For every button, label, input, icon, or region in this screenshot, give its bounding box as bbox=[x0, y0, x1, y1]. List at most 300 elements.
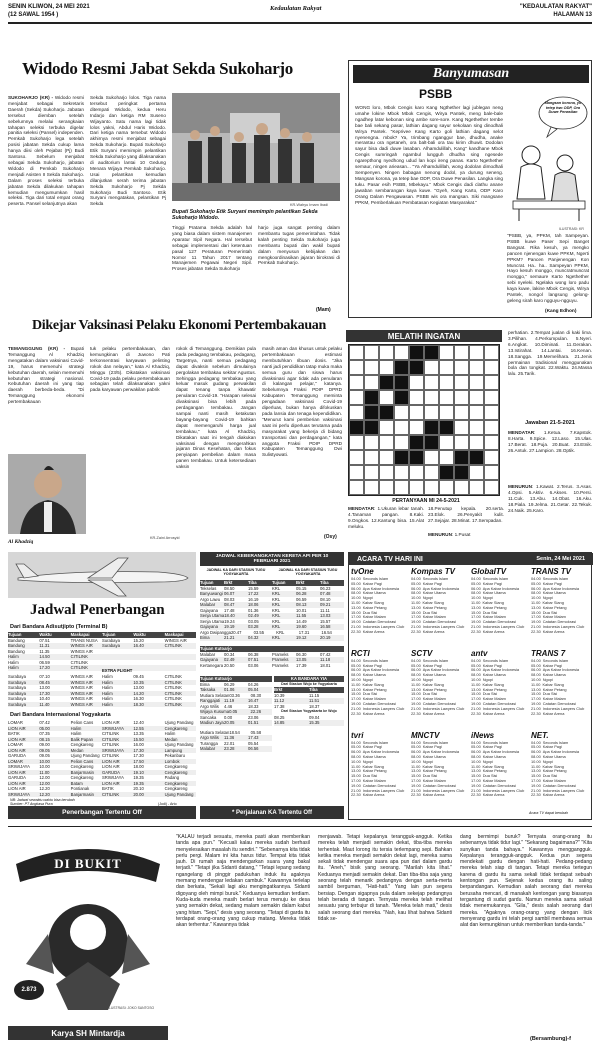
tv-program-time: 17.00 bbox=[351, 614, 361, 620]
tts-cell bbox=[379, 480, 394, 495]
kereta-table-1-cell: 03.28 bbox=[248, 624, 259, 629]
yia-cell: Ujung Pandang bbox=[164, 791, 194, 797]
tv-program-time: 15.00 bbox=[411, 691, 421, 697]
kereta-table-1-cell: 15.59 bbox=[248, 585, 259, 591]
tv-program-time: 08.00 bbox=[531, 590, 541, 596]
tv-program-title: Kabar Arena bbox=[422, 710, 445, 716]
tts-cell bbox=[424, 360, 439, 375]
kereta-table-4-cell: 22.01 bbox=[224, 740, 235, 746]
tv-channel-logo: RCTI bbox=[351, 648, 370, 658]
kereta-table-2-cell: 00.34 bbox=[224, 651, 235, 657]
yia-table bbox=[8, 720, 196, 797]
yia-cell: Batam bbox=[70, 780, 83, 786]
tv-program-time: 11.00 bbox=[471, 681, 481, 687]
tv-program-time: 04.00 bbox=[531, 657, 541, 663]
kereta-table-3-cell: Sancaka bbox=[200, 714, 217, 720]
tv-program-title: Catatan Demokrasi bbox=[362, 619, 397, 625]
yia-title: Dari Bandara Internasional Yogyakarta bbox=[10, 712, 111, 718]
yia-cell: Balik Papan bbox=[70, 736, 94, 742]
tv-program-time: 08.00 bbox=[351, 672, 361, 678]
bandara-table-2-cell: 09.04 bbox=[309, 714, 320, 720]
kereta-table-2-cell: 02.49 bbox=[224, 657, 235, 662]
tv-program-title: Kabar Malam bbox=[362, 778, 386, 784]
yia-cell: LION AIR bbox=[8, 786, 26, 791]
tts-cell bbox=[484, 420, 499, 435]
tts-cell bbox=[484, 465, 499, 480]
bandara-sub2: Dari Stasiun Yogyakarta ke Wojo bbox=[281, 709, 337, 713]
tts-cell bbox=[454, 375, 469, 390]
sekda-col3: Tinggi Pratama Sekda adalah hal yang biasa dalam sistem manajemen Aparatur Sipil Negara. Hal tersebut sebagai implementasi dari ketentuan pasal 127 Peraturan Pemerintah Nomor 11 Tahun 2017 tentang Manajemen Pegawai Negeri Sipil. Proses jabatan Sekda Sukoharjo bbox=[172, 225, 252, 272]
kereta-table-1-header-cell: Tujuan bbox=[272, 580, 286, 585]
tts-cell bbox=[394, 420, 409, 435]
yia-cell: LION AIR bbox=[8, 736, 26, 742]
kereta-table-1-cell: 08.13 bbox=[296, 602, 307, 607]
tv-program-time: 22.30 bbox=[351, 628, 361, 634]
tv-program-title: Kabar Pagi bbox=[362, 662, 382, 668]
kereta-table-1-cell: 16.54 bbox=[321, 629, 332, 635]
tv-program-time: 08.00 bbox=[531, 672, 541, 678]
kereta-table-1-cell: 14.49 bbox=[296, 618, 307, 624]
kereta-table-3-cell: 05.04 bbox=[248, 687, 259, 692]
banyumas-cartoon-credit: ILUSTRASI: KR bbox=[559, 227, 584, 231]
tts-cell bbox=[364, 375, 379, 390]
tts-cell bbox=[379, 360, 394, 375]
kereta-table-1-cell: 21.21 bbox=[224, 635, 235, 640]
tv-program-title: Apa Kabar Indonesia bbox=[482, 667, 520, 673]
tv-program-title: Indonesia Lawyers Club bbox=[422, 623, 465, 629]
tv-program-row bbox=[531, 712, 588, 717]
plane-image bbox=[8, 552, 196, 598]
tts-cell bbox=[409, 435, 424, 450]
tv-program-time: 04.00 bbox=[471, 657, 481, 663]
tv-channel-logo: TRANS TV bbox=[531, 567, 571, 576]
tts-cell bbox=[439, 435, 454, 450]
kereta-table-4-cell: Argo Wilis bbox=[200, 735, 219, 740]
yia-cell: 10.00 bbox=[39, 758, 50, 764]
tts-cell bbox=[349, 390, 364, 405]
tv-program-title: Kabar Malam bbox=[482, 614, 506, 620]
adisutjipto-cell: Halim bbox=[8, 654, 19, 659]
tv-program-row bbox=[471, 712, 528, 717]
kereta-table-1-cell: KRL bbox=[272, 585, 281, 591]
kereta-table-3-cell: 08.30 bbox=[250, 692, 262, 698]
tv-program-title: Kabar Pagi bbox=[362, 580, 382, 586]
extra-flight-cell: Halim bbox=[101, 696, 113, 701]
tv-program-title: Indonesia Lawyers Club bbox=[362, 787, 405, 793]
tv-program-time: 06.00 bbox=[531, 667, 541, 673]
tv-program-title: Indonesia Lawyers Club bbox=[422, 705, 465, 711]
kereta-table-1-cell: 02.49 bbox=[248, 613, 259, 618]
tts-cell bbox=[379, 390, 394, 405]
tv-program-title: Catatan Demokrasi bbox=[422, 782, 457, 788]
tts-cell bbox=[424, 450, 439, 465]
tv-program-title: Seconds Islam bbox=[542, 576, 569, 581]
tv-program-time: 10.00 bbox=[531, 758, 541, 764]
tv-program-time: 21.00 bbox=[471, 623, 481, 629]
plane-icon bbox=[8, 552, 196, 598]
tv-program-title: Kabar Malam bbox=[422, 778, 446, 784]
yia-cell: LION AIR bbox=[101, 758, 120, 764]
tv-program-title: Kabar Malam bbox=[482, 696, 506, 702]
tv-channel-logo: MNCTV bbox=[411, 730, 440, 740]
tv-program-time: 11.00 bbox=[351, 681, 361, 687]
tv-program-time: 22.30 bbox=[471, 792, 481, 798]
tts-cell bbox=[424, 390, 439, 405]
tv-program-time: 11.00 bbox=[411, 763, 421, 769]
tv-program-time: 21.00 bbox=[531, 705, 541, 711]
yia-cell: Cengkareng bbox=[164, 769, 188, 775]
tv-program-time: 22.30 bbox=[411, 792, 421, 798]
tv-program-title: Kabar Petang bbox=[362, 768, 387, 774]
tv-program-time: 17.00 bbox=[411, 696, 421, 702]
extra-flight-cell: Halim bbox=[101, 674, 113, 679]
yia-cell: Lampung bbox=[164, 747, 183, 753]
tv-program-time: 21.00 bbox=[471, 705, 481, 711]
tv-program-time: 06.00 bbox=[411, 667, 421, 673]
tv-program-title: Kabar Siang bbox=[422, 599, 444, 605]
bandara-table-1-header-cell: Tiba bbox=[309, 687, 318, 692]
yia-cell: Lombok bbox=[164, 758, 180, 764]
tts-cell bbox=[424, 435, 439, 450]
tv-program-row bbox=[411, 793, 468, 798]
bandara-table-1-cell: 17.38 bbox=[274, 703, 285, 709]
sekda-title: Widodo Resmi Jabat Sekda Sukoharjo bbox=[22, 59, 293, 78]
tv-channel-logo: TRANS 7 bbox=[531, 648, 566, 658]
tv-program-time: 22.30 bbox=[411, 628, 421, 634]
tts-cell bbox=[484, 345, 499, 360]
tv-program-title: Kabar Malam bbox=[362, 614, 386, 620]
adisutjipto-cell: 15.20 bbox=[133, 637, 144, 643]
tv-program-title: Apa Kabar Indonesia bbox=[422, 585, 460, 591]
penerbangan-source: Sumber: PT Angkasa Pura bbox=[10, 802, 53, 806]
yia-cell: Cengkareng bbox=[70, 775, 94, 780]
tv-program-title: Catatan Demokrasi bbox=[362, 782, 397, 788]
tv-program-time: 15.00 bbox=[471, 691, 481, 697]
tv-program-title: Dua Sisi bbox=[542, 609, 558, 615]
kereta-table-4-cell: 18.54 bbox=[229, 729, 240, 735]
header-rule bbox=[8, 22, 592, 24]
tv-program-title: Catatan Demokrasi bbox=[422, 701, 457, 706]
tv-program-title: Ngopi bbox=[362, 758, 373, 764]
kereta-table-1 bbox=[200, 580, 344, 641]
tv-program-title: Kabar Utama bbox=[542, 590, 566, 596]
tts-cell bbox=[484, 480, 499, 495]
tts-cell bbox=[469, 360, 484, 375]
tv-channel-block bbox=[471, 567, 528, 648]
kereta-table-1-cell: KRL bbox=[272, 624, 281, 629]
extra-flight-cell: Surabaya bbox=[8, 679, 26, 685]
tv-program-title: Catatan Demokrasi bbox=[482, 782, 517, 788]
tv-channel-block bbox=[531, 649, 588, 730]
kereta-table-1-cell: 08.03 bbox=[224, 596, 235, 602]
kereta-banner: JADWAL KEBERANGKATAN KERETA API PER 10 FEBRUARI 2021 bbox=[200, 552, 344, 566]
yia-cell: 19.10 bbox=[133, 769, 144, 775]
adisutjipto-cell: 16.40 bbox=[133, 643, 144, 648]
tts-cell bbox=[364, 465, 379, 480]
tv-program-title: Kabar Utama bbox=[422, 754, 446, 760]
yia-cell: 12.20 bbox=[39, 786, 50, 791]
penerbangan-credit: (Jodi) - Arto bbox=[158, 802, 177, 806]
kereta-table-2-cell: 11.18 bbox=[320, 657, 331, 662]
tv-program-time: 15.00 bbox=[411, 609, 421, 615]
tts-cell bbox=[484, 375, 499, 390]
adisutjipto-cell: CITILINK bbox=[70, 654, 88, 659]
kereta-table-1-header-cell: Tiba bbox=[320, 580, 329, 585]
adisutjipto-cell: 17.20 bbox=[39, 665, 50, 670]
kereta-table-1-cell: 19.19 bbox=[224, 624, 235, 629]
tv-program-title: Ngopi bbox=[422, 595, 433, 601]
tts-cell bbox=[394, 435, 409, 450]
extra-flight-header: EXTRA FLIGHT bbox=[102, 668, 133, 673]
tts-cell bbox=[349, 450, 364, 465]
kereta-table-1-cell: Gajayana bbox=[200, 624, 218, 629]
tts-cell bbox=[469, 345, 484, 360]
kereta-table-2-cell: 17.39 bbox=[296, 662, 307, 668]
yia-cell: SRIWIJAYA bbox=[101, 725, 124, 731]
tv-program-title: Apa Kabar Indonesia bbox=[542, 585, 580, 591]
tts-cell bbox=[454, 480, 469, 495]
extra-flight-cell: Surabaya bbox=[8, 674, 26, 679]
adisutjipto-cell bbox=[133, 665, 164, 671]
tts-mendatar: MENDATAR: 1.Ukuran lebar tanah. 4.Tanaman pangan. 8.Kaki. 9.Ongkos. 12.Kantung bisa. 15.Alat meluku. bbox=[348, 506, 424, 529]
tv-program-time: 22.30 bbox=[471, 628, 481, 634]
tv-program-title: Apa Kabar Indonesia bbox=[362, 585, 400, 591]
tv-program-title: Kabar Malam bbox=[542, 696, 566, 702]
yia-cell: 10.00 bbox=[39, 764, 50, 769]
vaksin-col2: tuk pelaku pertembakauan, dan kemungkinan di Juwono Pati terkonsentrasi karyawan pelinting rokok dan nelayan," kata Al Khadziq, Minggu (23/5). Dikatakan vaksinasi Covid-19 pada pelaku pertembakauan sebagian telah dilaksanakan yakni pada karyawan perwakilan pabrik bbox=[90, 346, 170, 393]
tv-program-time: 15.00 bbox=[351, 609, 361, 615]
tts-cell bbox=[424, 345, 439, 360]
tv-program-time: 15.00 bbox=[531, 691, 541, 697]
tv-program-time: 10.00 bbox=[471, 677, 481, 683]
extra-flight-cell: Halim bbox=[101, 679, 113, 685]
tv-program-time: 15.00 bbox=[471, 609, 481, 615]
kereta-table-1-cell: KRL bbox=[276, 629, 285, 635]
kereta-table-2-cell: Prameks bbox=[272, 657, 289, 662]
yia-cell: 07.42 bbox=[39, 720, 50, 725]
tv-program-title: Kabar Arena bbox=[482, 710, 505, 716]
kereta-bandara bbox=[274, 676, 344, 726]
vaksin-col3: rokok di Temanggung. Demikian pula pada pedagang tembakau, pedagang, Targetnya, nanti semua pedagang dapat divaksin sebelum dimulainya pergolakan tembakau sekitar Agustus. Sehingga pedagang tembakau yang keluar masuk gudang perwakilan dapat tenang tanpa khawatir penularan Covid-19. "Harapan selesai divaksinasi bisa lebih pada perdagangan tembakau. Jangan sampai nanti masih ketakutan bayang-bayang Covid-19 bahkan dapat memengaruhi harga jual tembakau," kata Al Khadziq. Dikatakan saat ini tengah diakukan vaksinasi dengan mengerahkan jajaran Dinas Kesehatan, dan fokus penyiapan pembelian dalam masa panen tembakau. Untuk ketersediaan vaksin bbox=[176, 346, 256, 470]
kereta-table-1-cell: 19.12 bbox=[296, 635, 307, 640]
tv-program-time: 11.00 bbox=[471, 763, 481, 769]
tv-program-time: 11.00 bbox=[531, 763, 541, 769]
cerbung-footer: Karya SH Mintardja bbox=[8, 1026, 168, 1040]
kereta-table-1-cell: KRL bbox=[272, 596, 281, 602]
tv-program-title: Ngopi bbox=[422, 758, 433, 764]
tv-program-title: Kabar Siang bbox=[422, 681, 444, 687]
tv-program-title: Kabar Arena bbox=[362, 628, 385, 634]
tts-cell bbox=[484, 450, 499, 465]
extra-flight-cell: WINGS AIR bbox=[70, 690, 93, 696]
tv-grid bbox=[351, 567, 591, 815]
extra-flight-cell: Halim bbox=[101, 701, 113, 707]
extra-flight-cell: Surabaya bbox=[8, 690, 26, 696]
tts-cell bbox=[439, 360, 454, 375]
tv-program-title: Kabar Siang bbox=[482, 681, 504, 687]
kereta-table-1-cell: KRL bbox=[272, 613, 281, 618]
kereta-table-3-cell: 04.26 bbox=[248, 681, 259, 687]
yia-cell: 08.15 bbox=[39, 736, 50, 742]
tv-channel-block bbox=[351, 731, 408, 812]
kereta-table-1-cell: 03.55 bbox=[253, 629, 265, 635]
kereta-table-1-cell: 07.48 bbox=[320, 591, 331, 596]
penerbangan-title: Jadwal Penerbangan bbox=[30, 602, 165, 618]
cerbung-episode-badge: 2.873 bbox=[14, 980, 44, 1000]
tv-program-time: 05.00 bbox=[351, 580, 361, 586]
tv-program-title: Kabar Malam bbox=[422, 696, 446, 702]
adisutjipto-header-cell: Tujuan bbox=[101, 632, 116, 637]
adisutjipto-header-cell: Maskapai bbox=[164, 632, 184, 637]
extra-flight-cell: 07.10 bbox=[39, 674, 50, 679]
tv-channel-logo: antv bbox=[471, 648, 488, 658]
tv-program-time: 08.00 bbox=[471, 590, 481, 596]
tv-program-title: Kabar Petang bbox=[542, 768, 567, 774]
tv-program-time: 10.00 bbox=[351, 677, 361, 683]
tts-cell bbox=[349, 480, 364, 495]
tv-program-title: Seconds Islam bbox=[542, 739, 569, 745]
tv-program-time: 19.00 bbox=[411, 619, 421, 625]
extra-flight-cell: 09.45 bbox=[133, 674, 144, 679]
tts-cell bbox=[484, 360, 499, 375]
tv-program-title: Indonesia Lawyers Club bbox=[482, 787, 525, 793]
adisutjipto-table bbox=[8, 632, 196, 671]
tv-banner bbox=[349, 553, 593, 565]
vaksin-photo-credit: KR-Zaini Arrosyid bbox=[150, 536, 180, 540]
yia-cell: GARUDA bbox=[101, 769, 120, 775]
tv-program-time: 21.00 bbox=[411, 787, 421, 793]
tv-program-time: 08.00 bbox=[351, 590, 361, 596]
tv-program-time: 15.00 bbox=[411, 773, 421, 779]
yia-cell: CITILINK bbox=[101, 753, 120, 758]
tv-program-title: Kabar Arena bbox=[542, 628, 565, 634]
kereta-table-1-header-cell: Tiba bbox=[248, 580, 257, 585]
banyumas-byline: (Kang Edhon) bbox=[545, 309, 577, 314]
kereta-table-1-cell: 06.59 bbox=[296, 596, 307, 602]
tts-cell bbox=[484, 405, 499, 420]
tts-cell bbox=[349, 360, 364, 375]
tts-cell bbox=[349, 345, 364, 360]
tv-program-time: 13.00 bbox=[531, 686, 541, 692]
tts-cell bbox=[379, 405, 394, 420]
tv-program-title: Indonesia Lawyers Club bbox=[542, 623, 585, 629]
tv-program-time: 13.00 bbox=[351, 768, 361, 774]
tts-mendatar2: 18.Penutup kepala. 20.serta. 23.Elok. 26.Penyakit kulit. 27.Sejajar. 28.Minat. 17.Sempadan. bbox=[428, 506, 504, 523]
tv-channel-block bbox=[411, 649, 468, 730]
header-date-jawa: (12 SAWAL 1954 ) bbox=[8, 12, 59, 18]
tv-program-title: Ngopi bbox=[362, 677, 373, 683]
kereta-table-3-cell: 06.29 bbox=[224, 681, 235, 687]
tts-cell bbox=[439, 465, 454, 480]
header-section: "KEDAULATAN RAKYAT" bbox=[519, 4, 592, 10]
tts-cell bbox=[424, 405, 439, 420]
tts-cell bbox=[394, 360, 409, 375]
yia-cell: LION AIR bbox=[101, 780, 120, 786]
yia-cell: CITILINK bbox=[101, 736, 120, 742]
tv-program-title: Kabar Utama bbox=[422, 590, 446, 596]
tts-jawaban-menurun: MENURUN: 1.Kawat. 2.Terus. 3.Asas. 4.Opsi. 5.Aktiv. 6.Akses. 10.Persi. 11.Cuk. 13.Abu. 14.Obat. 16.Aku. 18.Piala. 19.Jelma. 21.Getar. 22.Tekuk. 24.Naik. 25.Karo. bbox=[508, 484, 592, 513]
tv-program-time: 13.00 bbox=[531, 768, 541, 774]
kereta-table-3-cell: 20.05 bbox=[224, 720, 235, 725]
kereta-table-1-cell: Bima bbox=[200, 635, 210, 640]
kereta-table-2-cell: Malabar bbox=[200, 651, 216, 657]
kereta-table-1-cell: Banyuwangi bbox=[200, 591, 223, 596]
tv-program-title: Dua Sisi bbox=[362, 773, 378, 779]
kereta-table-1-cell: 17.48 bbox=[224, 607, 235, 613]
kereta-tab-1: JADWAL KA DARI STASIUN TUGU YOGYAKARTA bbox=[206, 568, 266, 576]
tv-program-title: Kabar Arena bbox=[542, 792, 565, 798]
yia-cell: LOMAR bbox=[8, 720, 23, 725]
tv-program-title: Seconds Islam bbox=[422, 657, 449, 663]
tv-program-title: Kabar Siang bbox=[362, 599, 384, 605]
bandara-table-2-cell: 08.25 bbox=[274, 714, 285, 720]
kereta-table-2-cell: Prameks bbox=[272, 662, 289, 668]
kereta-footer: * Perjalanan KA Tertentu Off bbox=[200, 806, 344, 819]
tv-program-time: 19.00 bbox=[351, 782, 361, 788]
tv-program-time: 13.00 bbox=[471, 768, 481, 774]
kereta-table-3-row bbox=[200, 720, 272, 726]
tv-program-time: 21.00 bbox=[411, 705, 421, 711]
extra-flight-cell: 14.20 bbox=[133, 690, 144, 696]
tts-cell bbox=[469, 405, 484, 420]
header-paper-logo: Kedaulatan Rakyat bbox=[270, 5, 322, 12]
tv-program-time: 21.00 bbox=[351, 787, 361, 793]
tv-program-time: 15.00 bbox=[531, 773, 541, 779]
kereta-tab-2: JADWAL KA DARI STASIUN TUGU YOGYAKARTA bbox=[278, 568, 338, 576]
sekda-photo-image bbox=[172, 93, 340, 201]
tv-program-time: 22.30 bbox=[471, 710, 481, 716]
tv-program-time: 05.00 bbox=[351, 662, 361, 668]
tv-program-time: 15.00 bbox=[471, 773, 481, 779]
tv-program-time: 04.00 bbox=[411, 739, 421, 745]
tv-program-time: 04.00 bbox=[351, 657, 361, 663]
tv-program-title: Dua Sisi bbox=[482, 773, 498, 779]
cerbung-byline: (Bersambung)-f bbox=[530, 1036, 571, 1042]
tv-program-time: 04.00 bbox=[531, 739, 541, 745]
tv-program-time: 17.00 bbox=[471, 696, 481, 702]
kereta-table-1-cell: 08.10 bbox=[320, 596, 331, 602]
tv-program-title: Indonesia Lawyers Club bbox=[482, 623, 525, 629]
tv-program-time: 13.00 bbox=[531, 604, 541, 610]
tv-program-time: 05.00 bbox=[411, 744, 421, 750]
banyumas-banner bbox=[353, 65, 589, 83]
yia-cell: Ujung Pandang bbox=[70, 753, 100, 758]
tv-program-time: 19.00 bbox=[471, 782, 481, 788]
tv-program-time: 19.00 bbox=[411, 701, 421, 706]
tv-program-title: Kabar Arena bbox=[482, 792, 505, 798]
tts-cell bbox=[409, 450, 424, 465]
tv-program-time: 08.00 bbox=[411, 754, 421, 760]
tv-program-title: Kabar Siang bbox=[542, 763, 564, 769]
tv-program-title: Ngopi bbox=[542, 758, 553, 764]
kereta-table-1-cell: Argo Dwipangga bbox=[200, 629, 231, 635]
tv-program-time: 19.00 bbox=[531, 782, 541, 788]
tts-jawaban-title: Jawaban 21-5-2021 bbox=[525, 420, 575, 426]
kereta-table-4-cell: 23.28 bbox=[224, 746, 235, 751]
yia-cell: Halim bbox=[164, 731, 176, 736]
extra-flight-cell: WINGS AIR bbox=[70, 696, 93, 701]
tv-channel-block bbox=[531, 567, 588, 648]
tv-program-title: Indonesia Lawyers Club bbox=[542, 787, 585, 793]
adisutjipto-cell: Surabaya bbox=[101, 643, 120, 648]
yia-cell: Cengkareng bbox=[164, 725, 188, 731]
kereta-table-2-cell: Kertanegara bbox=[200, 662, 224, 668]
extra-flight-cell: 10.35 bbox=[133, 679, 144, 685]
tv-program-title: Apa Kabar Indonesia bbox=[542, 667, 580, 673]
tts-cell bbox=[439, 480, 454, 495]
tts-cell bbox=[454, 435, 469, 450]
tv-program-title: Kabar Arena bbox=[422, 792, 445, 798]
